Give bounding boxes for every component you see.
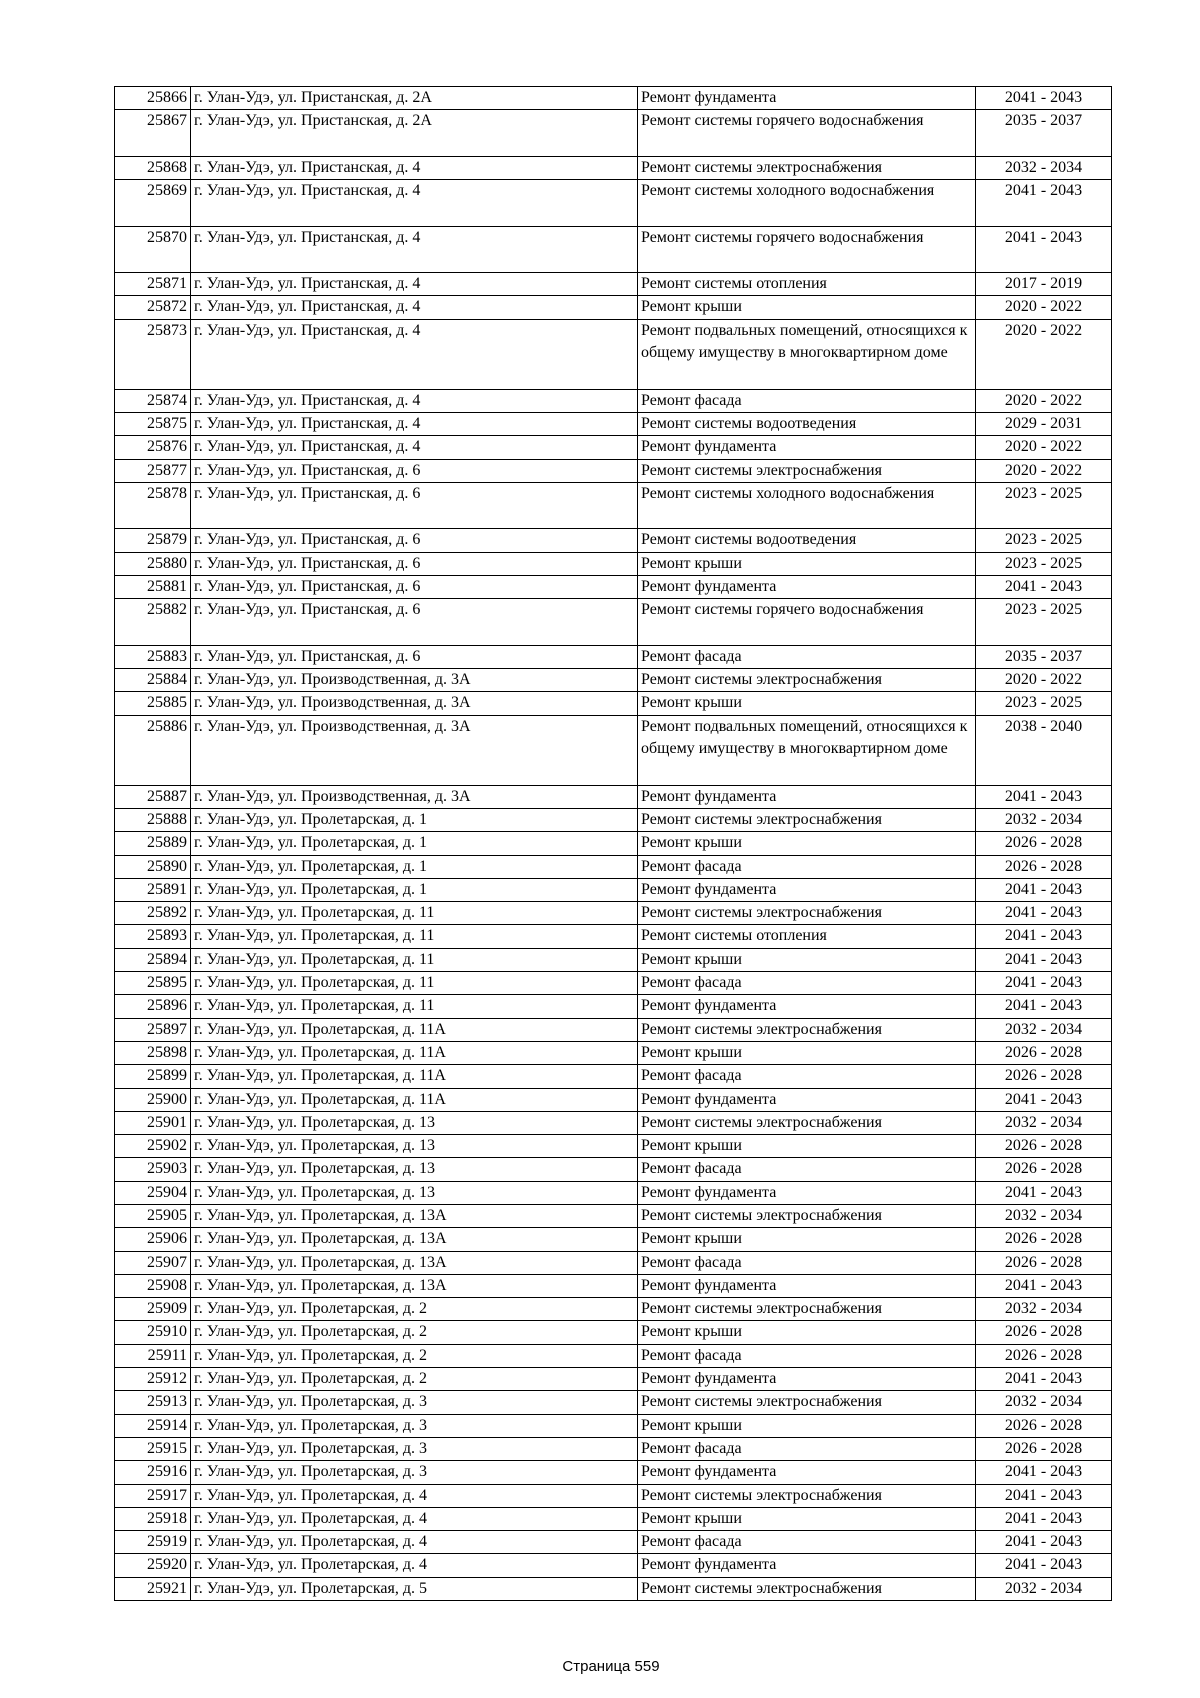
work-type-cell: Ремонт системы электроснабжения (638, 1298, 976, 1321)
row-number-cell: 25909 (115, 1298, 191, 1321)
table-row (115, 1344, 1112, 1367)
row-number-cell: 25902 (115, 1135, 191, 1158)
table-row (115, 1088, 1112, 1111)
address-cell: г. Улан-Удэ, ул. Пролетарская, д. 1 (191, 808, 638, 831)
period-cell: 2026 - 2028 (976, 1414, 1112, 1437)
row-number-cell: 25912 (115, 1368, 191, 1391)
address-cell: г. Улан-Удэ, ул. Пролетарская, д. 11А (191, 1088, 638, 1111)
row-number-cell: 25895 (115, 972, 191, 995)
table-row (115, 296, 1112, 319)
table-row (115, 1274, 1112, 1297)
work-type-cell: Ремонт крыши (638, 1414, 976, 1437)
work-type-cell: Ремонт системы электроснабжения (638, 156, 976, 179)
address-cell: г. Улан-Удэ, ул. Пристанская, д. 4 (191, 436, 638, 459)
period-cell: 2020 - 2022 (976, 436, 1112, 459)
row-number-cell: 25898 (115, 1041, 191, 1064)
table-row (115, 1577, 1112, 1600)
work-type-cell: Ремонт подвальных помещений, относящихся к общему имуществу в многоквартирном доме (638, 715, 976, 785)
work-type-cell: Ремонт фундамента (638, 1181, 976, 1204)
row-number-cell: 25893 (115, 925, 191, 948)
address-cell: г. Улан-Удэ, ул. Пролетарская, д. 2 (191, 1298, 638, 1321)
period-cell: 2026 - 2028 (976, 1158, 1112, 1181)
table-row (115, 1414, 1112, 1437)
work-type-cell: Ремонт фасада (638, 389, 976, 412)
work-type-cell: Ремонт фундамента (638, 1274, 976, 1297)
period-cell: 2026 - 2028 (976, 855, 1112, 878)
period-cell: 2041 - 2043 (976, 1181, 1112, 1204)
address-cell: г. Улан-Удэ, ул. Пролетарская, д. 13 (191, 1111, 638, 1134)
row-number-cell: 25880 (115, 552, 191, 575)
row-number-cell: 25867 (115, 110, 191, 157)
table-row (115, 902, 1112, 925)
row-number-cell: 25918 (115, 1507, 191, 1530)
table-row (115, 1437, 1112, 1460)
row-number-cell: 25920 (115, 1554, 191, 1577)
table-row (115, 552, 1112, 575)
work-type-cell: Ремонт фундамента (638, 785, 976, 808)
work-type-cell: Ремонт крыши (638, 1135, 976, 1158)
page-number: Страница 559 (562, 1658, 660, 1675)
table-row (115, 1484, 1112, 1507)
row-number-cell: 25866 (115, 87, 191, 110)
row-number-cell: 25868 (115, 156, 191, 179)
table-row (115, 1111, 1112, 1134)
work-type-cell: Ремонт фундамента (638, 1461, 976, 1484)
work-type-cell: Ремонт фундамента (638, 87, 976, 110)
row-number-cell: 25878 (115, 482, 191, 529)
work-type-cell: Ремонт системы холодного водоснабжения (638, 180, 976, 227)
work-type-cell: Ремонт системы электроснабжения (638, 669, 976, 692)
address-cell: г. Улан-Удэ, ул. Пролетарская, д. 4 (191, 1507, 638, 1530)
table-row (115, 529, 1112, 552)
table-row (115, 1531, 1112, 1554)
period-cell: 2041 - 2043 (976, 575, 1112, 598)
work-type-cell: Ремонт фундамента (638, 995, 976, 1018)
period-cell: 2020 - 2022 (976, 669, 1112, 692)
table-row (115, 1135, 1112, 1158)
period-cell: 2032 - 2034 (976, 1391, 1112, 1414)
row-number-cell: 25897 (115, 1018, 191, 1041)
period-cell: 2041 - 2043 (976, 226, 1112, 273)
work-type-cell: Ремонт фундамента (638, 1088, 976, 1111)
period-cell: 2041 - 2043 (976, 972, 1112, 995)
period-cell: 2026 - 2028 (976, 1321, 1112, 1344)
row-number-cell: 25911 (115, 1344, 191, 1367)
row-number-cell: 25874 (115, 389, 191, 412)
period-cell: 2041 - 2043 (976, 1461, 1112, 1484)
address-cell: г. Улан-Удэ, ул. Пролетарская, д. 13А (191, 1228, 638, 1251)
row-number-cell: 25886 (115, 715, 191, 785)
address-cell: г. Улан-Удэ, ул. Пролетарская, д. 3 (191, 1391, 638, 1414)
row-number-cell: 25903 (115, 1158, 191, 1181)
address-cell: г. Улан-Удэ, ул. Пролетарская, д. 3 (191, 1461, 638, 1484)
work-type-cell: Ремонт фасада (638, 1065, 976, 1088)
table-row (115, 715, 1112, 785)
address-cell: г. Улан-Удэ, ул. Пролетарская, д. 4 (191, 1484, 638, 1507)
table-row (115, 995, 1112, 1018)
row-number-cell: 25904 (115, 1181, 191, 1204)
work-type-cell: Ремонт фундамента (638, 575, 976, 598)
period-cell: 2041 - 2043 (976, 87, 1112, 110)
work-type-cell: Ремонт системы водоотведения (638, 412, 976, 435)
table-row (115, 1018, 1112, 1041)
address-cell: г. Улан-Удэ, ул. Пристанская, д. 6 (191, 552, 638, 575)
work-type-cell: Ремонт системы отопления (638, 273, 976, 296)
row-number-cell: 25879 (115, 529, 191, 552)
table-row (115, 878, 1112, 901)
period-cell: 2041 - 2043 (976, 995, 1112, 1018)
period-cell: 2023 - 2025 (976, 482, 1112, 529)
table-row (115, 669, 1112, 692)
address-cell: г. Улан-Удэ, ул. Производственная, д. 3А (191, 692, 638, 715)
row-number-cell: 25876 (115, 436, 191, 459)
period-cell: 2026 - 2028 (976, 1065, 1112, 1088)
period-cell: 2041 - 2043 (976, 902, 1112, 925)
period-cell: 2041 - 2043 (976, 1368, 1112, 1391)
row-number-cell: 25896 (115, 995, 191, 1018)
address-cell: г. Улан-Удэ, ул. Пролетарская, д. 3 (191, 1414, 638, 1437)
row-number-cell: 25869 (115, 180, 191, 227)
table-row (115, 1298, 1112, 1321)
table-row (115, 808, 1112, 831)
table-row (115, 785, 1112, 808)
address-cell: г. Улан-Удэ, ул. Пролетарская, д. 11 (191, 948, 638, 971)
row-number-cell: 25871 (115, 273, 191, 296)
address-cell: г. Улан-Удэ, ул. Производственная, д. 3А (191, 785, 638, 808)
table-row (115, 1041, 1112, 1064)
work-type-cell: Ремонт системы электроснабжения (638, 459, 976, 482)
period-cell: 2032 - 2034 (976, 1111, 1112, 1134)
table-row (115, 1461, 1112, 1484)
address-cell: г. Улан-Удэ, ул. Пролетарская, д. 11А (191, 1018, 638, 1041)
table-row (115, 180, 1112, 227)
address-cell: г. Улан-Удэ, ул. Пролетарская, д. 13 (191, 1158, 638, 1181)
period-cell: 2032 - 2034 (976, 1298, 1112, 1321)
row-number-cell: 25870 (115, 226, 191, 273)
period-cell: 2026 - 2028 (976, 832, 1112, 855)
address-cell: г. Улан-Удэ, ул. Пристанская, д. 6 (191, 459, 638, 482)
table-row (115, 1391, 1112, 1414)
table-row (115, 1321, 1112, 1344)
address-cell: г. Улан-Удэ, ул. Пристанская, д. 4 (191, 389, 638, 412)
table-row (115, 459, 1112, 482)
address-cell: г. Улан-Удэ, ул. Пролетарская, д. 4 (191, 1554, 638, 1577)
work-type-cell: Ремонт крыши (638, 832, 976, 855)
table-row (115, 1368, 1112, 1391)
work-type-cell: Ремонт системы электроснабжения (638, 1205, 976, 1228)
table-row (115, 1228, 1112, 1251)
address-cell: г. Улан-Удэ, ул. Пролетарская, д. 4 (191, 1531, 638, 1554)
period-cell: 2041 - 2043 (976, 1088, 1112, 1111)
work-type-cell: Ремонт системы электроснабжения (638, 1018, 976, 1041)
row-number-cell: 25885 (115, 692, 191, 715)
work-type-cell: Ремонт крыши (638, 948, 976, 971)
work-type-cell: Ремонт крыши (638, 296, 976, 319)
table-row (115, 110, 1112, 157)
row-number-cell: 25872 (115, 296, 191, 319)
row-number-cell: 25905 (115, 1205, 191, 1228)
table-row (115, 855, 1112, 878)
period-cell: 2029 - 2031 (976, 412, 1112, 435)
row-number-cell: 25914 (115, 1414, 191, 1437)
period-cell: 2032 - 2034 (976, 1205, 1112, 1228)
address-cell: г. Улан-Удэ, ул. Пристанская, д. 4 (191, 296, 638, 319)
table-row (115, 1205, 1112, 1228)
row-number-cell: 25913 (115, 1391, 191, 1414)
address-cell: г. Улан-Удэ, ул. Пролетарская, д. 1 (191, 878, 638, 901)
repair-schedule-table (114, 86, 1112, 1601)
table-row (115, 599, 1112, 646)
row-number-cell: 25917 (115, 1484, 191, 1507)
work-type-cell: Ремонт системы электроснабжения (638, 902, 976, 925)
period-cell: 2026 - 2028 (976, 1344, 1112, 1367)
address-cell: г. Улан-Удэ, ул. Пролетарская, д. 11А (191, 1041, 638, 1064)
work-type-cell: Ремонт системы водоотведения (638, 529, 976, 552)
row-number-cell: 25890 (115, 855, 191, 878)
work-type-cell: Ремонт системы электроснабжения (638, 808, 976, 831)
work-type-cell: Ремонт крыши (638, 692, 976, 715)
row-number-cell: 25883 (115, 645, 191, 668)
period-cell: 2032 - 2034 (976, 1018, 1112, 1041)
work-type-cell: Ремонт фундамента (638, 1554, 976, 1577)
period-cell: 2026 - 2028 (976, 1437, 1112, 1460)
address-cell: г. Улан-Удэ, ул. Пролетарская, д. 1 (191, 832, 638, 855)
work-type-cell: Ремонт фасада (638, 1344, 976, 1367)
work-type-cell: Ремонт фасада (638, 855, 976, 878)
table-row (115, 1181, 1112, 1204)
address-cell: г. Улан-Удэ, ул. Пролетарская, д. 13А (191, 1251, 638, 1274)
work-type-cell: Ремонт крыши (638, 1041, 976, 1064)
address-cell: г. Улан-Удэ, ул. Пристанская, д. 4 (191, 180, 638, 227)
address-cell: г. Улан-Удэ, ул. Пристанская, д. 4 (191, 319, 638, 389)
row-number-cell: 25906 (115, 1228, 191, 1251)
address-cell: г. Улан-Удэ, ул. Пролетарская, д. 5 (191, 1577, 638, 1600)
address-cell: г. Улан-Удэ, ул. Пролетарская, д. 13А (191, 1205, 638, 1228)
table-row (115, 482, 1112, 529)
work-type-cell: Ремонт фасада (638, 972, 976, 995)
period-cell: 2041 - 2043 (976, 1554, 1112, 1577)
work-type-cell: Ремонт фундамента (638, 1368, 976, 1391)
address-cell: г. Улан-Удэ, ул. Пролетарская, д. 2 (191, 1321, 638, 1344)
period-cell: 2032 - 2034 (976, 808, 1112, 831)
row-number-cell: 25894 (115, 948, 191, 971)
work-type-cell: Ремонт крыши (638, 552, 976, 575)
work-type-cell: Ремонт фасада (638, 1158, 976, 1181)
period-cell: 2023 - 2025 (976, 552, 1112, 575)
table-row (115, 273, 1112, 296)
period-cell: 2026 - 2028 (976, 1251, 1112, 1274)
period-cell: 2041 - 2043 (976, 785, 1112, 808)
row-number-cell: 25919 (115, 1531, 191, 1554)
address-cell: г. Улан-Удэ, ул. Пристанская, д. 6 (191, 599, 638, 646)
row-number-cell: 25888 (115, 808, 191, 831)
repair-schedule-body (115, 87, 1112, 1601)
row-number-cell: 25901 (115, 1111, 191, 1134)
table-row (115, 692, 1112, 715)
address-cell: г. Улан-Удэ, ул. Пролетарская, д. 13А (191, 1274, 638, 1297)
address-cell: г. Улан-Удэ, ул. Пролетарская, д. 11А (191, 1065, 638, 1088)
table-row (115, 575, 1112, 598)
work-type-cell: Ремонт крыши (638, 1507, 976, 1530)
address-cell: г. Улан-Удэ, ул. Пролетарская, д. 11 (191, 902, 638, 925)
row-number-cell: 25873 (115, 319, 191, 389)
period-cell: 2020 - 2022 (976, 389, 1112, 412)
period-cell: 2026 - 2028 (976, 1135, 1112, 1158)
work-type-cell: Ремонт системы отопления (638, 925, 976, 948)
work-type-cell: Ремонт системы электроснабжения (638, 1577, 976, 1600)
work-type-cell: Ремонт системы электроснабжения (638, 1484, 976, 1507)
work-type-cell: Ремонт фасада (638, 645, 976, 668)
period-cell: 2041 - 2043 (976, 180, 1112, 227)
table-row (115, 972, 1112, 995)
table-row (115, 412, 1112, 435)
work-type-cell: Ремонт системы электроснабжения (638, 1391, 976, 1414)
period-cell: 2020 - 2022 (976, 319, 1112, 389)
address-cell: г. Улан-Удэ, ул. Пролетарская, д. 13 (191, 1135, 638, 1158)
period-cell: 2023 - 2025 (976, 529, 1112, 552)
work-type-cell: Ремонт системы электроснабжения (638, 1111, 976, 1134)
work-type-cell: Ремонт системы холодного водоснабжения (638, 482, 976, 529)
period-cell: 2041 - 2043 (976, 1484, 1112, 1507)
address-cell: г. Улан-Удэ, ул. Пролетарская, д. 1 (191, 855, 638, 878)
row-number-cell: 25891 (115, 878, 191, 901)
table-row (115, 319, 1112, 389)
table-row (115, 645, 1112, 668)
period-cell: 2041 - 2043 (976, 948, 1112, 971)
work-type-cell: Ремонт крыши (638, 1321, 976, 1344)
row-number-cell: 25899 (115, 1065, 191, 1088)
period-cell: 2032 - 2034 (976, 1577, 1112, 1600)
work-type-cell: Ремонт фасада (638, 1531, 976, 1554)
table-row (115, 1554, 1112, 1577)
period-cell: 2032 - 2034 (976, 156, 1112, 179)
address-cell: г. Улан-Удэ, ул. Пристанская, д. 6 (191, 575, 638, 598)
row-number-cell: 25882 (115, 599, 191, 646)
work-type-cell: Ремонт фундамента (638, 878, 976, 901)
period-cell: 2020 - 2022 (976, 296, 1112, 319)
period-cell: 2017 - 2019 (976, 273, 1112, 296)
row-number-cell: 25915 (115, 1437, 191, 1460)
address-cell: г. Улан-Удэ, ул. Пристанская, д. 2А (191, 110, 638, 157)
period-cell: 2038 - 2040 (976, 715, 1112, 785)
table-row (115, 1065, 1112, 1088)
table-row (115, 389, 1112, 412)
address-cell: г. Улан-Удэ, ул. Пролетарская, д. 11 (191, 995, 638, 1018)
period-cell: 2041 - 2043 (976, 925, 1112, 948)
table-row (115, 87, 1112, 110)
address-cell: г. Улан-Удэ, ул. Пролетарская, д. 3 (191, 1437, 638, 1460)
row-number-cell: 25916 (115, 1461, 191, 1484)
address-cell: г. Улан-Удэ, ул. Пролетарская, д. 11 (191, 925, 638, 948)
address-cell: г. Улан-Удэ, ул. Пристанская, д. 4 (191, 226, 638, 273)
work-type-cell: Ремонт крыши (638, 1228, 976, 1251)
address-cell: г. Улан-Удэ, ул. Пристанская, д. 6 (191, 529, 638, 552)
row-number-cell: 25875 (115, 412, 191, 435)
address-cell: г. Улан-Удэ, ул. Производственная, д. 3А (191, 715, 638, 785)
address-cell: г. Улан-Удэ, ул. Пристанская, д. 4 (191, 273, 638, 296)
work-type-cell: Ремонт фасада (638, 1251, 976, 1274)
address-cell: г. Улан-Удэ, ул. Пристанская, д. 4 (191, 412, 638, 435)
period-cell: 2041 - 2043 (976, 1531, 1112, 1554)
period-cell: 2041 - 2043 (976, 1507, 1112, 1530)
row-number-cell: 25884 (115, 669, 191, 692)
row-number-cell: 25881 (115, 575, 191, 598)
period-cell: 2035 - 2037 (976, 110, 1112, 157)
address-cell: г. Улан-Удэ, ул. Производственная, д. 3А (191, 669, 638, 692)
address-cell: г. Улан-Удэ, ул. Пролетарская, д. 13 (191, 1181, 638, 1204)
work-type-cell: Ремонт системы горячего водоснабжения (638, 226, 976, 273)
table-row (115, 436, 1112, 459)
period-cell: 2041 - 2043 (976, 878, 1112, 901)
period-cell: 2023 - 2025 (976, 599, 1112, 646)
row-number-cell: 25887 (115, 785, 191, 808)
row-number-cell: 25921 (115, 1577, 191, 1600)
work-type-cell: Ремонт фасада (638, 1437, 976, 1460)
period-cell: 2035 - 2037 (976, 645, 1112, 668)
table-row (115, 1507, 1112, 1530)
row-number-cell: 25907 (115, 1251, 191, 1274)
work-type-cell: Ремонт системы горячего водоснабжения (638, 599, 976, 646)
table-row (115, 1158, 1112, 1181)
period-cell: 2026 - 2028 (976, 1041, 1112, 1064)
address-cell: г. Улан-Удэ, ул. Пролетарская, д. 2 (191, 1368, 638, 1391)
row-number-cell: 25908 (115, 1274, 191, 1297)
work-type-cell: Ремонт подвальных помещений, относящихся к общему имуществу в многоквартирном доме (638, 319, 976, 389)
row-number-cell: 25892 (115, 902, 191, 925)
work-type-cell: Ремонт фундамента (638, 436, 976, 459)
row-number-cell: 25900 (115, 1088, 191, 1111)
row-number-cell: 25877 (115, 459, 191, 482)
table-row (115, 226, 1112, 273)
table-row (115, 1251, 1112, 1274)
period-cell: 2023 - 2025 (976, 692, 1112, 715)
address-cell: г. Улан-Удэ, ул. Пристанская, д. 2А (191, 87, 638, 110)
period-cell: 2026 - 2028 (976, 1228, 1112, 1251)
table-row (115, 832, 1112, 855)
table-row (115, 948, 1112, 971)
period-cell: 2020 - 2022 (976, 459, 1112, 482)
row-number-cell: 25910 (115, 1321, 191, 1344)
row-number-cell: 25889 (115, 832, 191, 855)
table-row (115, 156, 1112, 179)
address-cell: г. Улан-Удэ, ул. Пристанская, д. 6 (191, 645, 638, 668)
period-cell: 2041 - 2043 (976, 1274, 1112, 1297)
work-type-cell: Ремонт системы горячего водоснабжения (638, 110, 976, 157)
address-cell: г. Улан-Удэ, ул. Пролетарская, д. 11 (191, 972, 638, 995)
address-cell: г. Улан-Удэ, ул. Пристанская, д. 4 (191, 156, 638, 179)
address-cell: г. Улан-Удэ, ул. Пролетарская, д. 2 (191, 1344, 638, 1367)
address-cell: г. Улан-Удэ, ул. Пристанская, д. 6 (191, 482, 638, 529)
table-row (115, 925, 1112, 948)
